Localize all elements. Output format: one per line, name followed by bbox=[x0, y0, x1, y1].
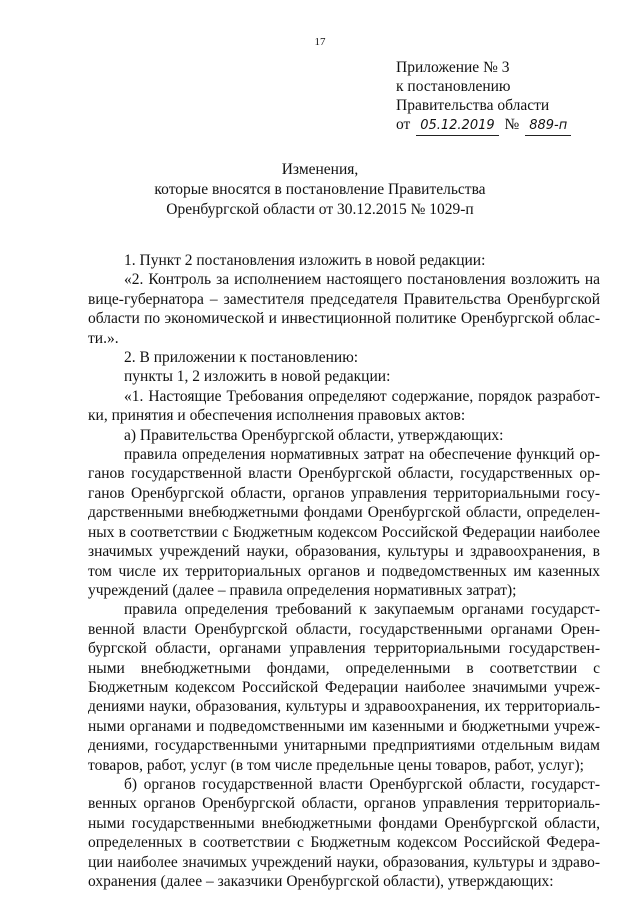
paragraph-2: «2. Контроль за исполнением настоящего постановления возложить на вице-губернатора – заместителя председателя Правительства Оренбургской области по экономической и инвестиционной политике Оренбургской облас- ти.». bbox=[88, 271, 600, 347]
title-line-2: которые вносятся в постановление Правительства bbox=[154, 181, 486, 198]
paragraph-4: пункты 1, 2 изложить в новой редакции: bbox=[124, 368, 391, 386]
document-body bbox=[88, 251, 600, 891]
paragraph-1: 1. Пункт 2 постановления изложить в новой редакции: bbox=[124, 252, 486, 269]
appendix-block bbox=[396, 58, 626, 136]
title-line-1: Изменения, bbox=[281, 161, 359, 178]
handwritten-number: 889-п bbox=[525, 116, 571, 136]
appendix-date-line bbox=[396, 115, 626, 136]
paragraph-3: 2. В приложении к постановлению: bbox=[124, 349, 359, 367]
date-prefix: от bbox=[396, 116, 411, 133]
paragraph-7: правила определения нормативных затрат на обеспечение функций ор- ганов государственной власти Оренбургской области, государственных ор- ганов Оренбургской области, органов управления территориальными госу- дарственными внебюджетными фондами Оренбургской области, определен- ных в соответствии с Бюджетным кодексом Российской Федерации наиболее значимых учреждений науки, образования, культуры и здравоохранения, в том числе их территориальных органов и подведомственных им казенных учреждений (далее – правила определения нормативных затрат); bbox=[88, 446, 600, 599]
paragraph-5: «1. Настоящие Требования определяют содержание, порядок разработ- ки, принятия и обеспечения исполнения правовых актов: bbox=[88, 387, 600, 425]
paragraph-8: правила определения требований к закупаемым органами государст- венной власти Оренбургской области, государственными органами Орен- бургской области, органами управления территориальными государствен- ными внебюджетными фондами, определенными в соответствии с Бюджетным кодексом Российской Федерации наиболее значимыми учреж- дениями науки, образования, культуры и здравоохранения, их территориаль- ными органами и подведомственными им казенными и бюджетными учреж- дениями, государственными унитарными предприятиями отдельным видам товаров, работ, услуг (в том числе предельные цены товаров, работ, услуг); bbox=[88, 601, 600, 774]
page-number: 17 bbox=[314, 36, 326, 48]
paragraph-9: б) органов государственной власти Оренбургской области, государст- венных органов Оренбургской области, органов управления территориаль- ными государственными внебюджетными фондами Оренбургской области, определенных в соответствии с Бюджетным кодексом Российской Федера- ции наиболее значимых учреждений науки, образования, культуры и здраво- охранения (далее – заказчики Оренбургской области), утверждающих: bbox=[88, 775, 600, 890]
handwritten-date: 05.12.2019 bbox=[416, 116, 498, 136]
document-title bbox=[0, 160, 640, 220]
paragraph-6: а) Правительства Оренбургской области, утверждающих: bbox=[124, 426, 504, 444]
number-prefix: № bbox=[504, 116, 520, 133]
appendix-to-resolution: к постановлению bbox=[396, 78, 511, 95]
appendix-number: Приложение № 3 bbox=[396, 59, 510, 76]
appendix-government: Правительства области bbox=[396, 97, 550, 114]
title-line-3: Оренбургской области от 30.12.2015 № 1029-п bbox=[166, 201, 474, 218]
